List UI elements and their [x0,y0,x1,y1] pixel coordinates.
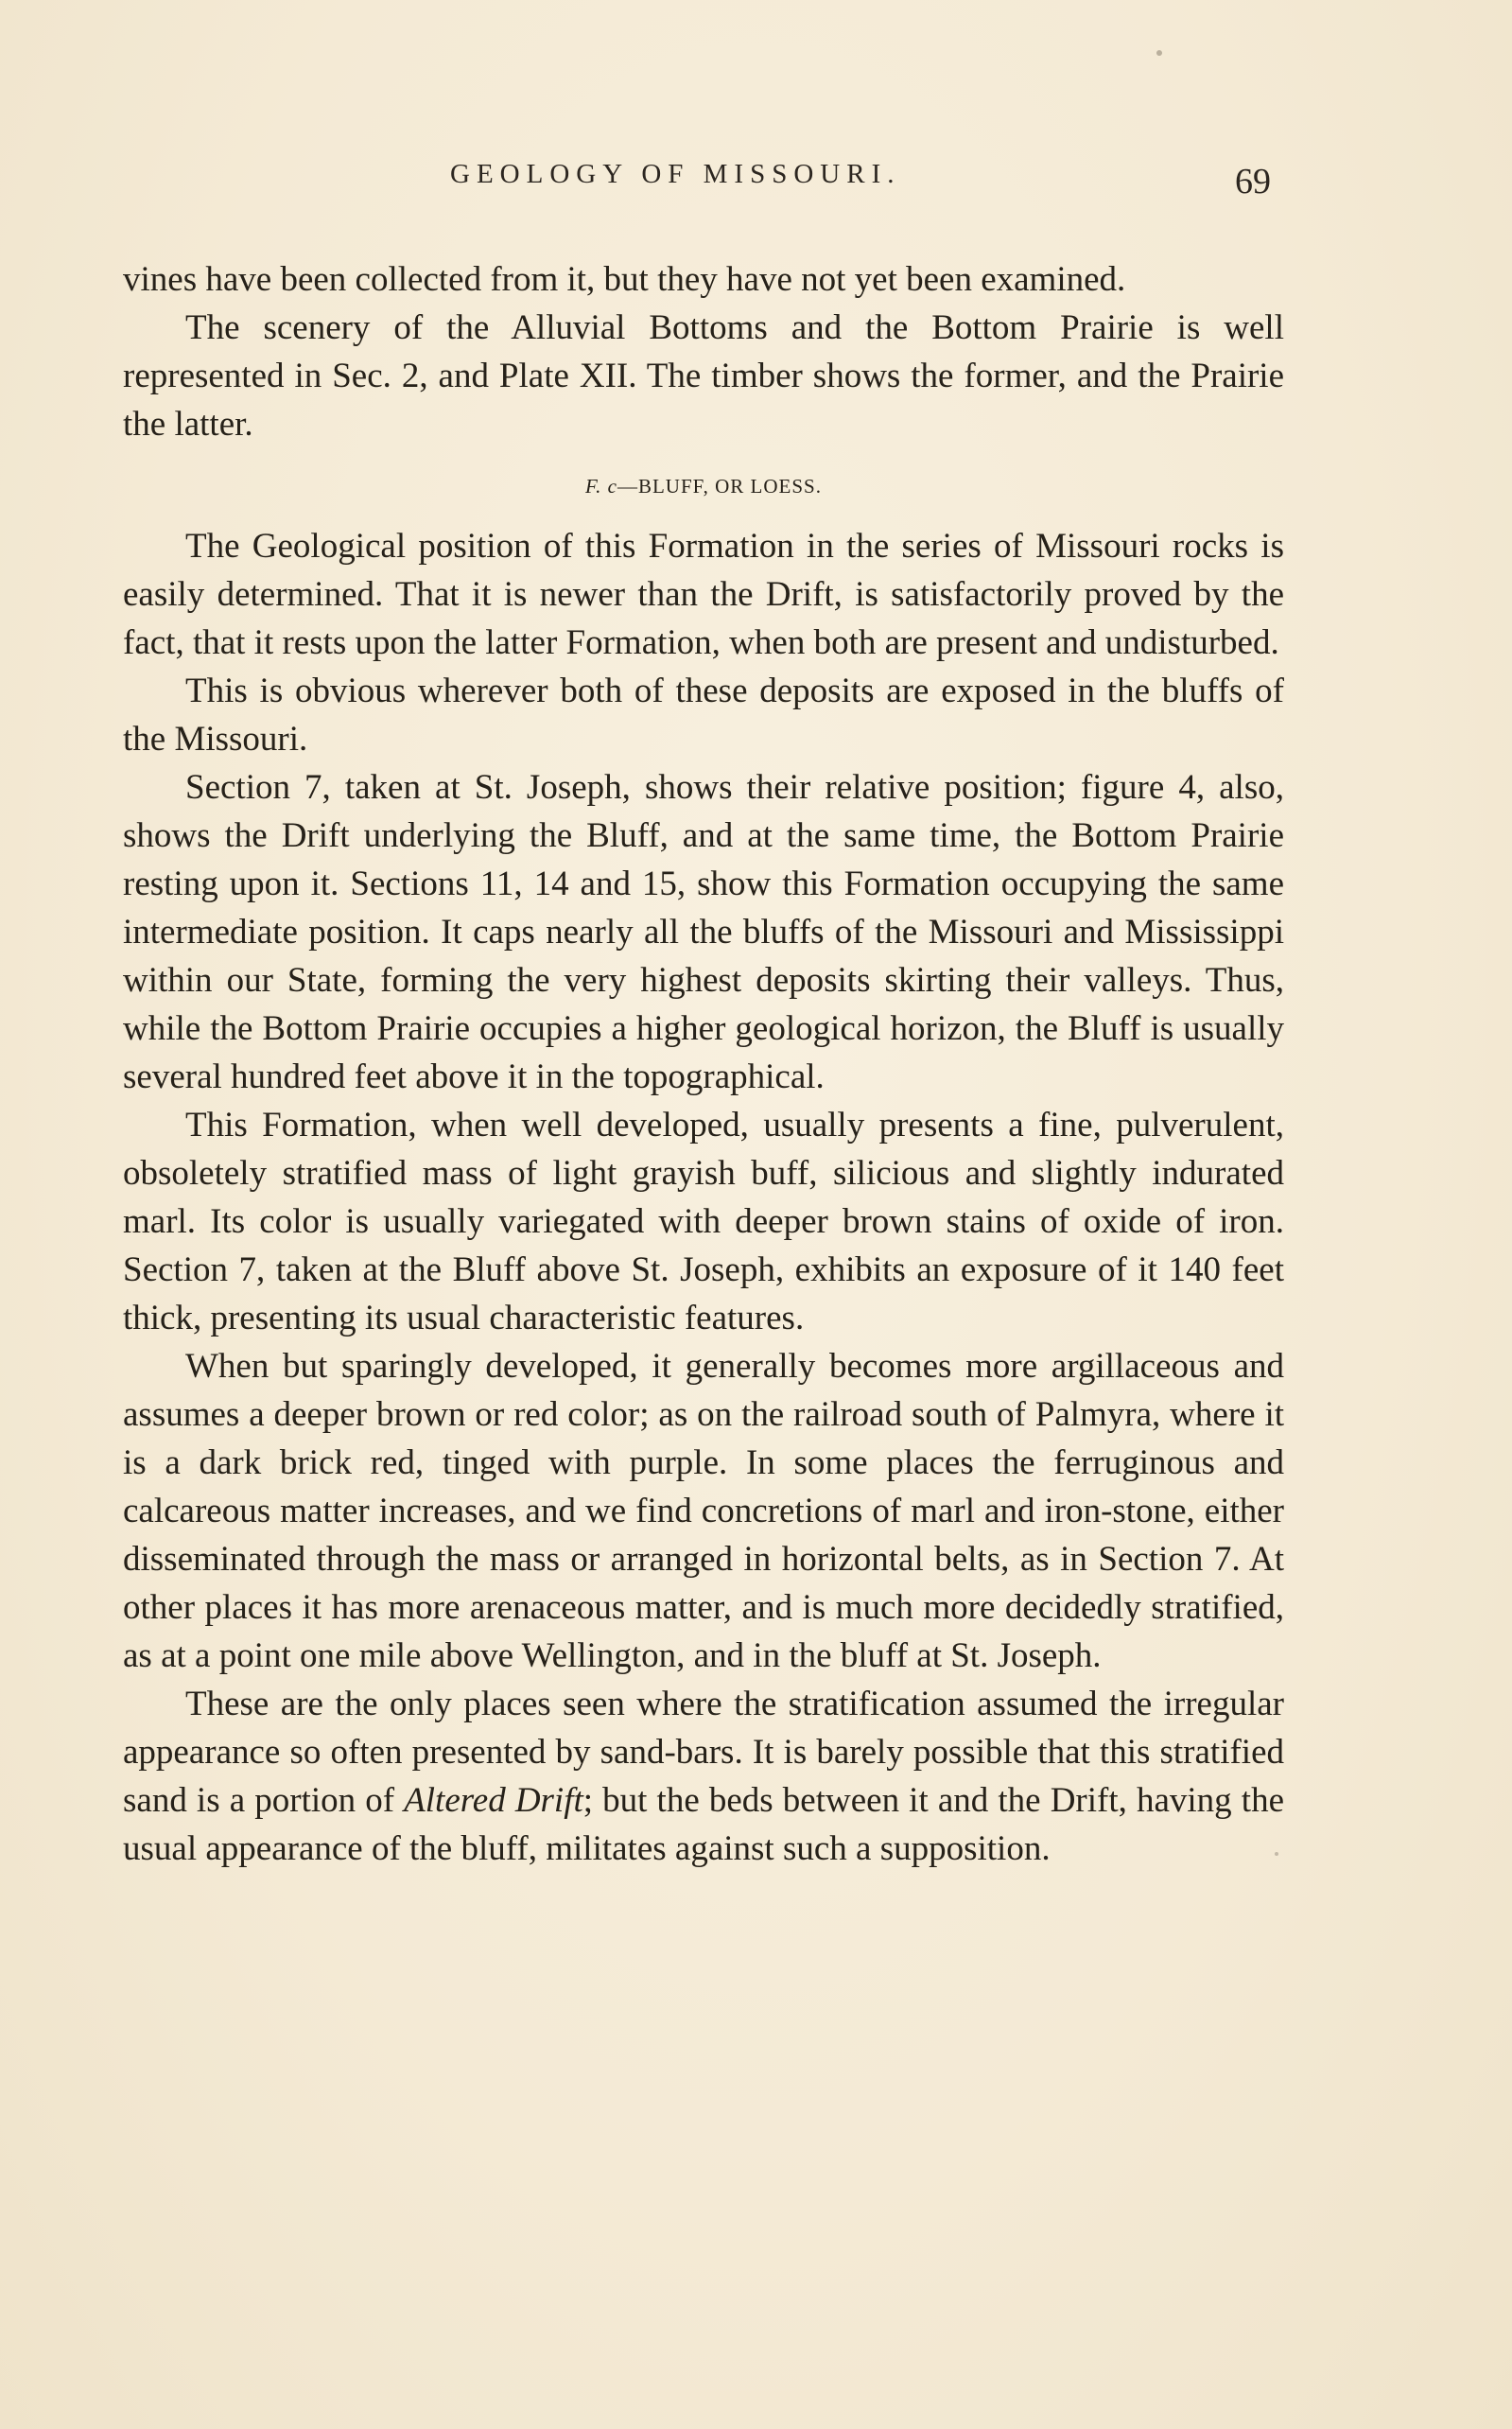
paragraph-scenery: The scenery of the Alluvial Bottoms and the Bottom Prairie is well represented in Sec. 2, and Plate XII. The timber shows the former, and the Prairie the latter. [123,308,1284,444]
paragraph-formation: This Formation, when well developed, usually presents a fine, pulverulent, obsoletely stratified mass of light grayish buff, silicious and slightly indurated marl. Its color is usually variegated with deeper brown stains of oxide of iron. Section 7, taken at the Bluff above St. Joseph, exhibits an exposure of it 140 feet thick, presenting its usual characteristic features. [123,1106,1284,1337]
section-heading [123,467,1284,505]
paper-speck [1156,50,1162,56]
paragraph-sections: Section 7, taken at St. Joseph, shows their relative position; figure 4, also, shows the Drift underlying the Bluff, and at the same time, the Bottom Prairie resting upon it. Sections 11, 14 and 15, show this Formation occupying the same intermediate position. It caps nearly all the bluffs of the Missouri and Mississippi within our State, forming the very highest deposits skirting their valleys. Thus, while the Bottom Prairie occupies a higher geological horizon, the Bluff is usually several hundred feet above it in the topographical. [123,768,1284,1096]
body-text [123,255,1284,1873]
last-paragraph-before: These are the only places seen where the stratification assumed the irregular appearance so often presented by sand-bars. It is barely possible that this stratified sand is a portion of [123,1685,1284,1820]
last-paragraph-italic: Altered Drift [404,1781,583,1820]
last-paragraph-after: ; but the beds between it and the Drift, having the usual appearance of the bluff, militates against such a supposition. [123,1781,1284,1868]
page-number: 69 [1235,162,1271,201]
paragraph-bluffs: This is obvious wherever both of these deposits are exposed in the bluffs of the Missouri. [123,672,1284,759]
paragraph-geological-position: The Geological position of this Formation in the series of Missouri rocks is easily determined. That it is newer than the Drift, is satisfactorily proved by the fact, that it rests upon the latter Formation, when both are present and undisturbed. [123,527,1284,662]
section-heading-prefix: F. c [585,475,617,498]
paragraph-continued: vines have been collected from it, but they have not yet been examined. [123,260,1126,299]
running-title: GEOLOGY OF MISSOURI. [450,159,901,189]
paragraph-sparingly: When but sparingly developed, it generally becomes more argillaceous and assumes a deeper brown or red color; as on the railroad south of Palmyra, where it is a dark brick red, tinged with purple. In some places the ferruginous and calcareous matter increases, and we find concretions of marl and iron-stone, either disseminated through the mass or arranged in horizontal belts, as in Section 7. At other places it has more arenaceous matter, and is much more decidedly stratified, as at a point one mile above Wellington, and in the bluff at St. Joseph. [123,1347,1284,1675]
paragraph-stratification [123,1680,1284,1873]
section-heading-text: —BLUFF, OR LOESS. [617,475,822,498]
